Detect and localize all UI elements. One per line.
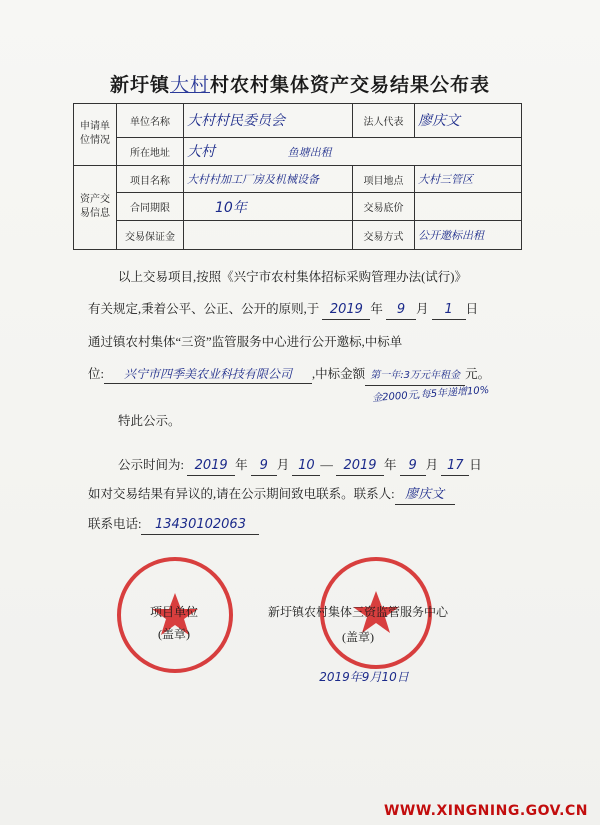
reserve-price-value xyxy=(415,193,522,221)
title-prefix: 新圩镇 xyxy=(109,74,170,96)
body-line-4: 位: 兴宁市四季美农业科技有限公司 ,中标金额 第一年:3万元年租金 元。 xyxy=(88,365,490,386)
winning-price: 第一年:3万元年租金 xyxy=(365,367,465,386)
page-title xyxy=(0,70,600,97)
address-label: 所在地址 xyxy=(117,137,184,165)
award-year: 2019 xyxy=(322,301,370,320)
title-suffix: 村农村集体资产交易结果公布表 xyxy=(210,74,491,96)
method-value: 公开邀标出租 xyxy=(415,221,522,250)
method-label: 交易方式 xyxy=(353,221,415,250)
publicity-period: 公示时间为: 2019 年 9 月 10 — 2019 年 9 月 17 日 xyxy=(118,456,482,476)
project-unit-stamp: (盖章) xyxy=(158,627,190,641)
project-location-label: 项目地点 xyxy=(353,165,415,193)
project-unit-label: 项目单位 xyxy=(150,605,199,619)
sign-date: 2019年9月10日 xyxy=(319,670,409,684)
center-stamp: (盖章) xyxy=(342,630,374,644)
notice-text: 特此公示。 xyxy=(118,414,181,428)
winning-bidder: 兴宁市四季美农业科技有限公司 xyxy=(104,365,312,384)
project-location-value: 大村三管区 xyxy=(415,165,522,193)
deposit-value xyxy=(184,221,353,250)
price-note: 金2000元,每5年递增10% xyxy=(371,384,490,405)
info-table xyxy=(73,103,522,250)
contract-term-label: 合同期限 xyxy=(117,193,184,221)
contact-phone: 13430102063 xyxy=(141,516,259,535)
address-value: 大村 鱼塘出租 xyxy=(184,137,522,165)
title-village: 大村 xyxy=(169,74,210,96)
body-line-1: 以上交易项目,按照《兴宁市农村集体招标采购管理办法(试行)》 xyxy=(118,270,467,284)
contact-line: 如对交易结果有异议的,请在公示期间致电联系。联系人: 廖庆文 xyxy=(88,485,455,505)
group-applicant: 申请单位情况 xyxy=(74,104,117,166)
legal-rep-label: 法人代表 xyxy=(353,104,415,138)
center-label: 新圩镇农村集体三资监管服务中心 xyxy=(268,605,449,619)
footer-url: WWW.XINGNING.GOV.CN xyxy=(383,803,588,819)
unit-name-value: 大村村民委员会 xyxy=(184,104,353,138)
phone-line: 联系电话: 13430102063 xyxy=(88,515,259,535)
award-day: 1 xyxy=(432,301,466,320)
contact-person: 廖庆文 xyxy=(395,486,455,505)
project-name-value: 大村村加工厂房及机械设备 xyxy=(184,165,353,193)
deposit-label: 交易保证金 xyxy=(117,221,184,250)
body-line-3: 通过镇农村集体“三资”监管服务中心进行公开邀标,中标单 xyxy=(88,335,403,349)
reserve-price-label: 交易底价 xyxy=(353,193,415,221)
unit-name-label: 单位名称 xyxy=(117,104,184,138)
award-month: 9 xyxy=(386,301,416,320)
contract-term-value: 10年 xyxy=(184,193,353,221)
legal-rep-value: 廖庆文 xyxy=(415,104,522,138)
group-asset: 资产交易信息 xyxy=(74,165,117,249)
body-line-2: 有关规定,秉着公平、公正、公开的原则,于 2019 年 9 月 1 日 xyxy=(88,300,478,320)
project-name-label: 项目名称 xyxy=(117,165,184,193)
